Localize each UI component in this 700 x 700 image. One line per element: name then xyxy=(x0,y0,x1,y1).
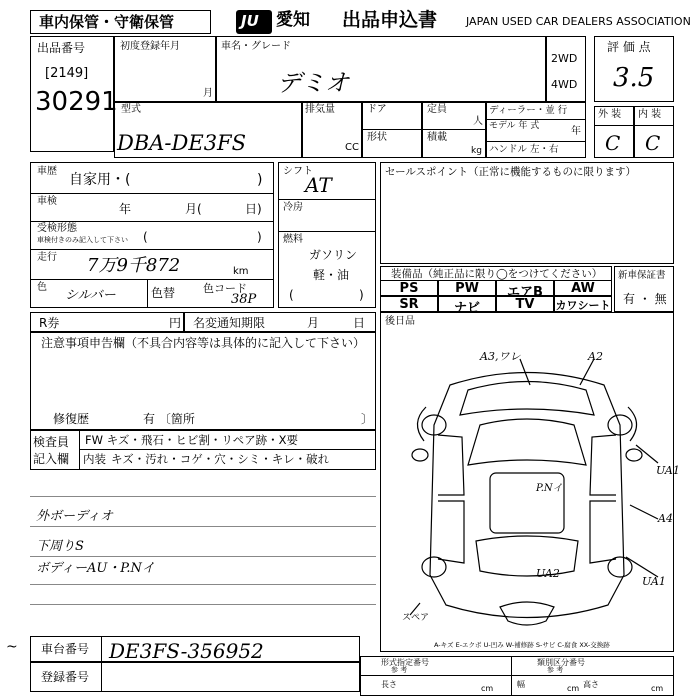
interior-value: C xyxy=(645,131,661,155)
reference-label-1: 参 考 xyxy=(391,666,408,674)
lot-box xyxy=(30,36,118,152)
history-value: 自家用・( xyxy=(69,172,131,188)
ju-logo xyxy=(236,10,272,34)
after-date-label: 後日品 xyxy=(385,316,415,327)
model-year-label: モデル 年 式 xyxy=(489,121,540,131)
km-unit: km xyxy=(233,266,249,277)
notice-label: 名変通知期限 xyxy=(193,316,266,330)
eval-value: 3.5 xyxy=(613,63,655,93)
diagram-mark-right-1: UA1 xyxy=(656,464,680,477)
height-label: 高さ xyxy=(583,680,599,689)
fuel-gasoline: ガソリン xyxy=(309,248,358,262)
lot-sub: [2149] xyxy=(45,66,89,81)
first-reg-box xyxy=(114,36,216,102)
diagram-mark-right-3: UA1 xyxy=(642,575,666,588)
receive-sub: 車検付きのみ記入して下さい xyxy=(37,236,128,244)
equip-navi xyxy=(438,296,496,316)
height-cm: cm xyxy=(651,684,664,693)
interior-box xyxy=(634,106,674,158)
color-code-value: 38P xyxy=(231,292,257,307)
diagram-mark-rear: UA2 xyxy=(536,567,560,580)
registration-label: 登録番号 xyxy=(41,670,90,684)
history-label: 車歴 xyxy=(37,166,57,177)
handle-label: ハンドル 左・右 xyxy=(489,144,559,155)
inspection-label: 車検 xyxy=(37,196,57,207)
fuel-close: ) xyxy=(359,288,364,302)
capacity-label: 定員 xyxy=(427,104,447,115)
repair-label: 修復歴 xyxy=(53,412,90,426)
fuel-light-oil: 軽・油 xyxy=(313,268,350,282)
notice-day: 日 xyxy=(353,316,366,330)
capacity-box xyxy=(422,102,486,158)
exterior-value: C xyxy=(605,131,621,155)
registration-box xyxy=(30,662,360,692)
car-diagram xyxy=(380,345,674,645)
inspector-label-1: 検査員 xyxy=(33,435,70,449)
car-name-label: 車名・グレード xyxy=(221,41,291,52)
length-label: 長さ xyxy=(381,680,397,689)
drive-4wd: 4WD xyxy=(551,78,578,91)
handwritten-note-1: 外ボーディオ xyxy=(36,509,113,524)
format-label: 形式指定番号 xyxy=(381,658,429,667)
footer-tick: ~ xyxy=(6,639,18,655)
inspector-box xyxy=(30,430,376,470)
color-value: シルバー xyxy=(65,288,116,303)
year-unit: 年 xyxy=(571,126,581,137)
equip-aw xyxy=(554,280,612,296)
recycle-box xyxy=(30,312,184,332)
color-change-label: 色替 xyxy=(151,286,176,300)
receive-label: 受検形態 xyxy=(37,223,77,234)
diagram-mark-right-2: A4 xyxy=(658,512,673,525)
eval-box xyxy=(594,36,674,102)
inspector-line-2-label: 内装 xyxy=(83,452,106,466)
notice-box xyxy=(184,312,376,332)
equip-pw xyxy=(438,280,496,296)
equip-pw-label: PW xyxy=(455,281,479,296)
diagram-legend: A-キズ E-エクボ U-凹み W-補修跡 S-サビ C-腐食 XX-交換跡 xyxy=(434,641,610,649)
handwritten-note-3: ボディーAU・P.Nイ xyxy=(36,561,155,576)
receive-open: ( xyxy=(143,230,148,244)
interior-label: 内 装 xyxy=(638,109,662,120)
equip-leather-seat-label: カワシート xyxy=(555,299,611,312)
color-code-label: 色コード xyxy=(203,282,247,295)
person-unit: 人 xyxy=(473,116,483,127)
length-cm: cm xyxy=(481,684,494,693)
shift-label: シフト xyxy=(283,166,313,177)
chassis-value: DE3FS-356952 xyxy=(109,639,264,663)
model-value: DBA-DE3FS xyxy=(117,131,247,155)
logo-mark: JU xyxy=(241,12,259,30)
door-box xyxy=(362,102,422,158)
equip-tv-label: TV xyxy=(515,297,535,312)
width-label: 幅 xyxy=(517,680,525,689)
drive-box xyxy=(546,36,586,102)
warranty-value: 有 ・ 無 xyxy=(623,292,667,306)
lot-number: 30291 xyxy=(35,87,118,117)
load-label: 積載 xyxy=(427,132,447,143)
fuel-open: ( xyxy=(289,288,294,302)
shape-label: 形状 xyxy=(367,132,387,143)
storage-box xyxy=(30,10,211,34)
inspector-label-2: 記入欄 xyxy=(33,452,70,466)
warranty-label: 新車保証書 xyxy=(618,270,666,281)
equip-leather-seat xyxy=(554,296,612,312)
r-ticket-label: R券 xyxy=(39,316,60,330)
inspector-line-2: キズ・汚れ・コゲ・穴・シミ・キレ・破れ xyxy=(111,452,330,466)
exterior-label: 外 装 xyxy=(598,109,622,120)
equipment-label: 装備品（純正品に限り◯をつけてください） xyxy=(391,268,603,280)
sales-point-label: セールスポイント（正常に機能するものに限ります） xyxy=(385,166,637,178)
chassis-box xyxy=(30,636,360,662)
yen-unit: 円 xyxy=(169,316,182,330)
inspection-month: 月( xyxy=(185,202,202,216)
door-label: ドア xyxy=(367,104,387,115)
mileage-value: 7万9千872 xyxy=(87,255,181,276)
dealer-label: ディーラー・並 行 xyxy=(489,105,568,116)
inspection-year: 年 xyxy=(119,202,132,216)
spec-box xyxy=(360,656,674,696)
dealer-box xyxy=(486,102,586,158)
mileage-label: 走行 xyxy=(37,252,57,263)
category-label: 類別区分番号 xyxy=(537,658,585,667)
equip-ps-label: PS xyxy=(399,281,419,296)
receive-close: ) xyxy=(257,230,262,244)
history-block xyxy=(30,162,274,308)
kg-unit: kg xyxy=(471,146,482,156)
shift-block xyxy=(278,162,376,308)
diagram-mark-front-left: A3,ワレ xyxy=(480,350,521,363)
notes-box xyxy=(30,332,376,430)
association-name: JAPAN USED CAR DEALERS ASSOCIATION xyxy=(466,15,691,28)
displacement-label: 排気量 xyxy=(305,104,335,115)
width-cm: cm xyxy=(567,684,580,693)
diagram-mark-roof: P.Nイ xyxy=(536,483,563,494)
equip-sr-label: SR xyxy=(399,297,419,312)
equip-tv xyxy=(496,296,554,312)
history-close: ) xyxy=(257,172,263,188)
car-name-box xyxy=(216,36,546,102)
repair-close: 〕 xyxy=(361,412,374,426)
sales-point-box xyxy=(380,162,674,264)
storage-label: 車内保管・守衛保管 xyxy=(39,13,175,31)
equip-airbag-label: エアB xyxy=(507,285,543,300)
first-reg-month-unit: 月 xyxy=(203,88,213,99)
notes-label: 注意事項申告欄（不具合内容等は具体的に記入して下さい） xyxy=(41,336,366,350)
shift-value: AT xyxy=(305,173,332,197)
equip-aw-label: AW xyxy=(571,281,595,296)
equip-sr xyxy=(380,296,438,312)
fuel-label: 燃料 xyxy=(283,234,303,245)
color-label: 色 xyxy=(37,282,47,293)
repair-value: 有 〔箇所 xyxy=(143,412,195,426)
inspector-line-1: FW キズ・飛石・ヒビ割・リペア跡・X要 xyxy=(85,433,299,447)
cc-unit: CC xyxy=(345,142,359,153)
reference-label-2: 参 考 xyxy=(547,666,564,674)
warranty-box xyxy=(614,266,674,312)
chassis-label: 車台番号 xyxy=(41,642,90,656)
model-label: 型式 xyxy=(121,104,141,115)
spare-label: スペア xyxy=(402,613,430,623)
first-reg-label: 初度登録年月 xyxy=(120,41,180,52)
equip-ps xyxy=(380,280,438,296)
inspection-day: 日) xyxy=(245,202,262,216)
lot-label: 出品番号 xyxy=(37,41,86,55)
car-name-value: デミオ xyxy=(277,69,349,97)
equip-navi-label: ナビ xyxy=(453,301,480,316)
form-title: 出品申込書 xyxy=(342,9,438,31)
model-box xyxy=(114,102,302,158)
notice-month: 月 xyxy=(307,316,320,330)
displacement-box xyxy=(302,102,362,158)
drive-2wd: 2WD xyxy=(551,52,578,65)
diagram-mark-front-right: A2 xyxy=(588,350,603,363)
handwritten-note-2: 下周りS xyxy=(36,539,84,554)
exterior-box xyxy=(594,106,634,158)
equip-airbag xyxy=(496,280,554,300)
eval-label: 評 価 点 xyxy=(607,40,651,54)
aichi-label: 愛知 xyxy=(276,10,310,30)
aircon-label: 冷房 xyxy=(283,202,303,213)
